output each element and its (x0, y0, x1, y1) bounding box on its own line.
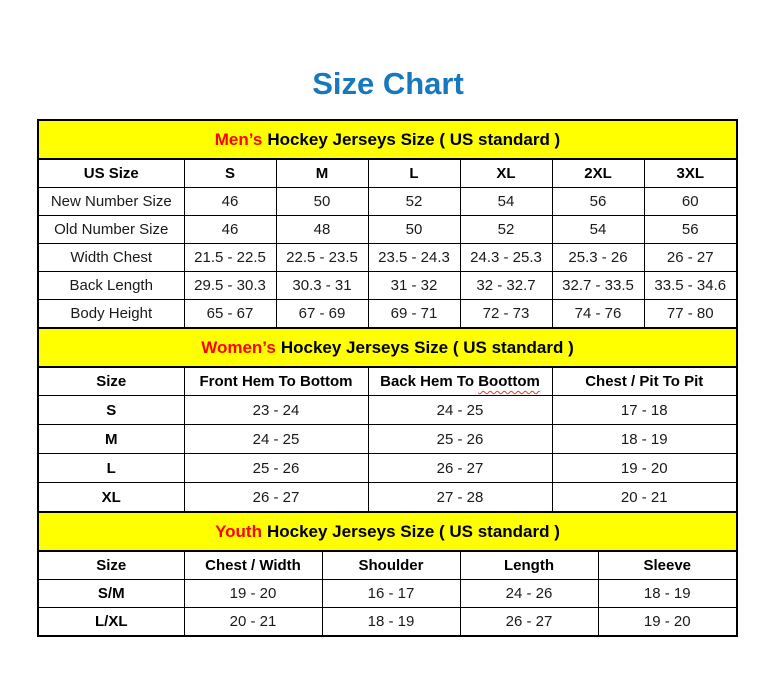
table-row (39, 483, 736, 512)
size-value-cell: 26 - 27 (460, 608, 598, 636)
header-row (39, 552, 736, 580)
size-value-cell: 24 - 25 (184, 425, 368, 454)
size-value-cell: 19 - 20 (598, 608, 736, 636)
band-title-text: Hockey Jerseys Size ( US standard ) (280, 337, 574, 357)
column-header: Size (39, 552, 184, 580)
table-row (39, 425, 736, 454)
size-value-cell: 50 (276, 188, 368, 216)
band-title-text: Hockey Jerseys Size ( US standard ) (266, 521, 560, 541)
size-value-cell: 26 - 27 (184, 483, 368, 512)
size-value-cell: 50 (368, 216, 460, 244)
table-row (39, 188, 736, 216)
size-value-cell: 29.5 - 30.3 (184, 272, 276, 300)
size-value-cell: 52 (368, 188, 460, 216)
band-title-text: Hockey Jerseys Size ( US standard ) (267, 129, 561, 149)
size-value-cell: 54 (552, 216, 644, 244)
column-header: M (276, 160, 368, 188)
size-value-cell: 24 - 26 (460, 580, 598, 608)
size-table-mens (39, 160, 736, 327)
column-header: S (184, 160, 276, 188)
row-label: Old Number Size (39, 216, 184, 244)
size-value-cell: 32 - 32.7 (460, 272, 552, 300)
row-label: S/M (39, 580, 184, 608)
row-label: Width Chest (39, 244, 184, 272)
size-value-cell: 20 - 21 (552, 483, 736, 512)
header-row (39, 160, 736, 188)
size-value-cell: 32.7 - 33.5 (552, 272, 644, 300)
page-title: Size Chart (312, 66, 464, 101)
size-value-cell: 30.3 - 31 (276, 272, 368, 300)
table-row (39, 272, 736, 300)
table-row (39, 580, 736, 608)
size-value-cell: 31 - 32 (368, 272, 460, 300)
row-label: M (39, 425, 184, 454)
size-value-cell: 26 - 27 (368, 454, 552, 483)
row-label: XL (39, 483, 184, 512)
band-highlight-text: Men’s (214, 129, 263, 149)
size-value-cell: 17 - 18 (552, 396, 736, 425)
column-header: US Size (39, 160, 184, 188)
column-header: Front Hem To Bottom (184, 368, 368, 396)
column-header: Size (39, 368, 184, 396)
row-label: Back Length (39, 272, 184, 300)
section-band-womens (39, 327, 736, 368)
size-value-cell: 27 - 28 (368, 483, 552, 512)
column-header: 3XL (644, 160, 736, 188)
size-value-cell: 52 (460, 216, 552, 244)
misspelled-word: Boottom (478, 373, 540, 390)
size-value-cell: 69 - 71 (368, 300, 460, 328)
size-value-cell: 26 - 27 (644, 244, 736, 272)
column-header: Shoulder (322, 552, 460, 580)
size-chart-frame (37, 119, 738, 637)
size-value-cell: 25.3 - 26 (552, 244, 644, 272)
size-value-cell: 16 - 17 (322, 580, 460, 608)
column-header: L (368, 160, 460, 188)
table-row (39, 300, 736, 328)
section-womens (39, 327, 736, 511)
size-value-cell: 24.3 - 25.3 (460, 244, 552, 272)
column-header: XL (460, 160, 552, 188)
size-value-cell: 23 - 24 (184, 396, 368, 425)
size-value-cell: 18 - 19 (322, 608, 460, 636)
size-value-cell: 21.5 - 22.5 (184, 244, 276, 272)
size-value-cell: 18 - 19 (598, 580, 736, 608)
size-value-cell: 65 - 67 (184, 300, 276, 328)
size-value-cell: 74 - 76 (552, 300, 644, 328)
section-band-youth (39, 511, 736, 552)
size-value-cell: 19 - 20 (184, 580, 322, 608)
band-highlight-text: Women’s (201, 337, 276, 357)
column-header: Length (460, 552, 598, 580)
header-row (39, 368, 736, 396)
size-value-cell: 54 (460, 188, 552, 216)
size-value-cell: 67 - 69 (276, 300, 368, 328)
table-row (39, 454, 736, 483)
size-table-youth (39, 552, 736, 635)
size-value-cell: 33.5 - 34.6 (644, 272, 736, 300)
size-value-cell: 23.5 - 24.3 (368, 244, 460, 272)
table-row (39, 396, 736, 425)
row-label: L (39, 454, 184, 483)
size-value-cell: 56 (552, 188, 644, 216)
size-value-cell: 72 - 73 (460, 300, 552, 328)
size-value-cell: 20 - 21 (184, 608, 322, 636)
size-value-cell: 22.5 - 23.5 (276, 244, 368, 272)
section-band-mens (39, 121, 736, 160)
column-header: Chest / Pit To Pit (552, 368, 736, 396)
row-label: L/XL (39, 608, 184, 636)
size-value-cell: 46 (184, 188, 276, 216)
band-highlight-text: Youth (215, 521, 262, 541)
size-value-cell: 25 - 26 (368, 425, 552, 454)
column-header: Sleeve (598, 552, 736, 580)
row-label: Body Height (39, 300, 184, 328)
column-header: Chest / Width (184, 552, 322, 580)
section-mens (39, 121, 736, 327)
size-value-cell: 48 (276, 216, 368, 244)
size-value-cell: 60 (644, 188, 736, 216)
size-value-cell: 18 - 19 (552, 425, 736, 454)
column-header: Back Hem To Boottom (368, 368, 552, 396)
size-value-cell: 25 - 26 (184, 454, 368, 483)
row-label: New Number Size (39, 188, 184, 216)
size-value-cell: 19 - 20 (552, 454, 736, 483)
size-value-cell: 56 (644, 216, 736, 244)
section-youth (39, 511, 736, 635)
table-row (39, 608, 736, 636)
size-value-cell: 24 - 25 (368, 396, 552, 425)
row-label: S (39, 396, 184, 425)
table-row (39, 244, 736, 272)
size-table-womens (39, 368, 736, 511)
size-value-cell: 46 (184, 216, 276, 244)
column-header: 2XL (552, 160, 644, 188)
table-row (39, 216, 736, 244)
size-value-cell: 77 - 80 (644, 300, 736, 328)
